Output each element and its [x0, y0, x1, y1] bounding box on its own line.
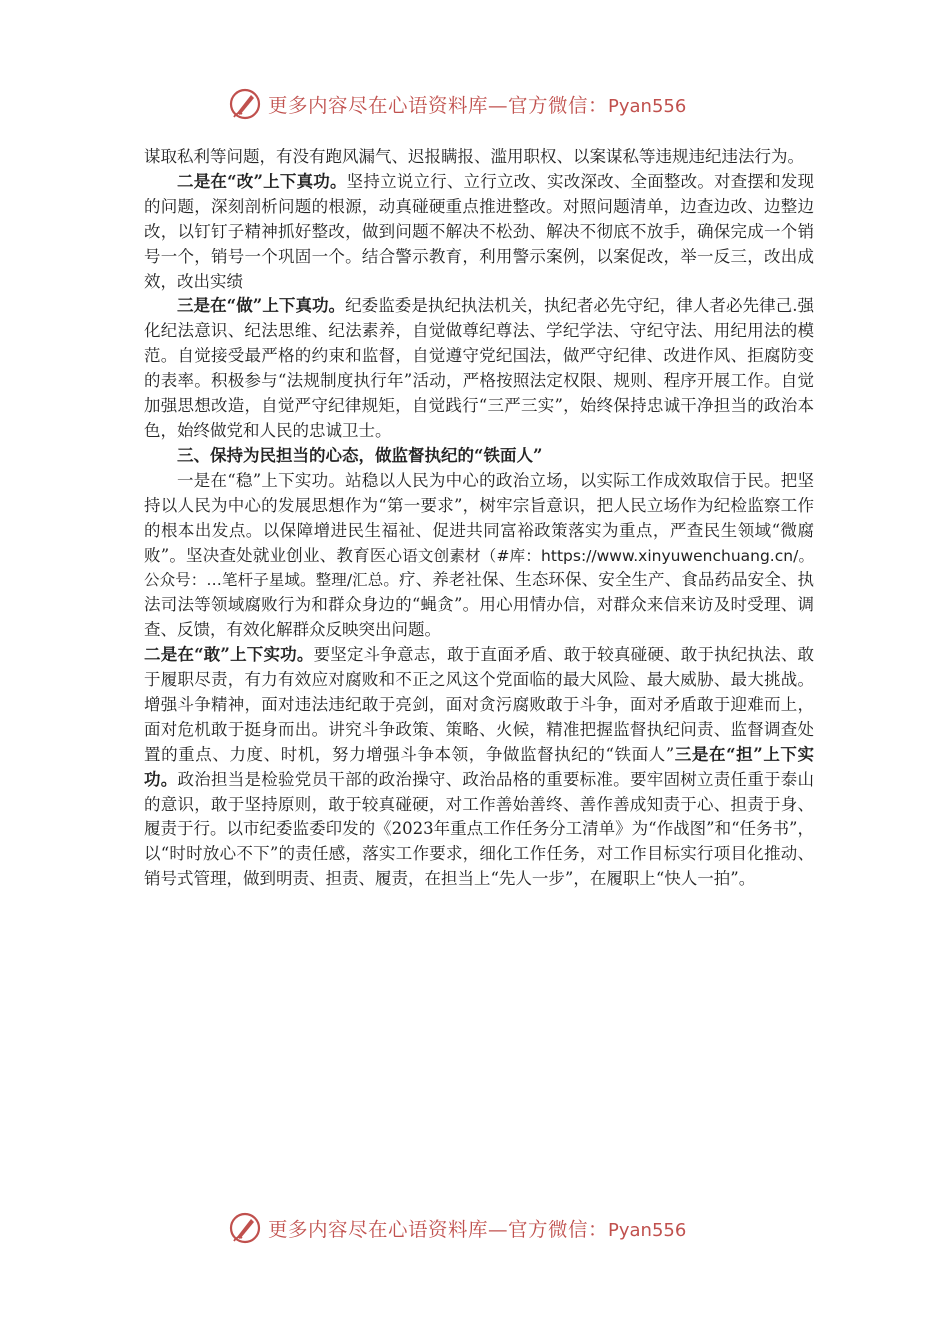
paragraph-4: 一是在“稳”上下实功。站稳以人民为中心的政治立场，以实际工作成效取信于民。把坚持以人民为中心的发展思想作为“第一要求”，树牢宗旨意识，把人民立场作为纪检监察工作的根本出发点。以保障增进民生福祉、促进共同富裕政策落实为重点，严查民生领域“微腐败”。坚决查处就业创业、教育医心语文创素材（#库：https://www.xinyuwenchuang.cn/。公众号：…笔杆子星域。整理/汇总。疗、养老社保、生态环保、安全生产、食品药品安全、执法司法等领域腐败行为和群众身边的“蝇贪”。用心用情办信，对群众来信来访及时受理、调查、反馈，有效化解群众反映突出问题。: [144, 470, 815, 640]
header-banner-text: [268, 90, 686, 118]
footer-wechat-id: Pyan556: [608, 1220, 687, 1241]
paragraph-3: 三是在“做”上下真功。纪委监委是执纪执法机关，执纪者必先守纪，律人者必先律己.强化纪法意识、纪法思维、纪法素养，自觉做尊纪尊法、学纪学法、守纪守法、用纪用法的模范。自觉接受最严格的约束和监督，自觉遵守党纪国法，做严守纪律、改进作风、拒腐防变的表率。积极参与“法规制度执行年”活动，严格按照法定权限、规则、程序开展工作。自觉加强思想改造，自觉严守纪律规矩，自觉践行“三严三实”，始终保持忠诚干净担当的政治本色，始终做党和人民的忠诚卫士。: [144, 296, 814, 440]
footer-banner: [228, 1210, 728, 1246]
document-body: [144, 145, 814, 892]
header-banner: [228, 86, 728, 122]
pen-circle-logo-icon: [228, 87, 262, 121]
footer-banner-text: [268, 1214, 686, 1242]
paragraph-5: 二是在“敢”上下实功。要坚定斗争意志，敢于直面矛盾、敢于较真碰硬、敢于执纪执法、敢于履职尽责，有力有效应对腐败和不正之风这个党面临的最大风险、最大威胁、最大挑战。增强斗争精神，面对违法违纪敢于亮剑，面对贪污腐败敢于斗争，面对矛盾敢于迎难而上，面对危机敢于挺身而出。讲究斗争政策、策略、火候，精准把握监督执纪问责、监督调查处置的重点、力度、时机，努力增强斗争本领，争做监督执纪的“铁面人”三是在“担”上下实功。政治担当是检验党员干部的政治操守、政治品格的重要标准。要牢固树立责任重于泰山的意识，敢于坚持原则，敢于较真碰硬，对工作善始善终、善作善成知责于心、担责于身、履责于行。以市纪委监委印发的《2023年重点工作任务分工清单》为“作战图”和“任务书”，以“时时放心不下”的责任感，落实工作要求，细化工作任务，对工作目标实行项目化推动、销号式管理，做到明责、担责、履责，在担当上“先人一步”，在履职上“快人一拍”。: [144, 645, 815, 889]
footer-text: 更多内容尽在心语资料库—官方微信：: [268, 1218, 609, 1241]
section-heading-3: 三、保持为民担当的心态，做监督执纪的“铁面人”: [177, 445, 543, 465]
paragraph-2: 二是在“改”上下真功。坚持立说立行、立行立改、实改深改、全面整改。对查摆和发现的问题，深刻剖析问题的根源，动真碰硬重点推进整改。对照问题清单，边查边改、边整边改，以钉钉子精神抓好整改，做到问题不解决不松劲、解决不彻底不放手，确保完成一个销号一个，销号一个巩固一个。结合警示教育，利用警示案例，以案促改，举一反三，改出成效，改出实绩: [144, 171, 815, 291]
pen-circle-logo-icon: [228, 1211, 262, 1245]
paragraph-1: 谋取私利等问题，有没有跑风漏气、迟报瞒报、滥用职权、以案谋私等违规违纪违法行为。: [144, 147, 804, 166]
header-text: 更多内容尽在心语资料库—官方微信：: [268, 94, 609, 117]
watermark-source-line: 心语文创素材（#库：https://www.xinyuwenchuang.cn/。公众号：…笔杆子星域。整理/汇总。: [144, 546, 815, 590]
header-wechat-id: Pyan556: [608, 96, 687, 117]
